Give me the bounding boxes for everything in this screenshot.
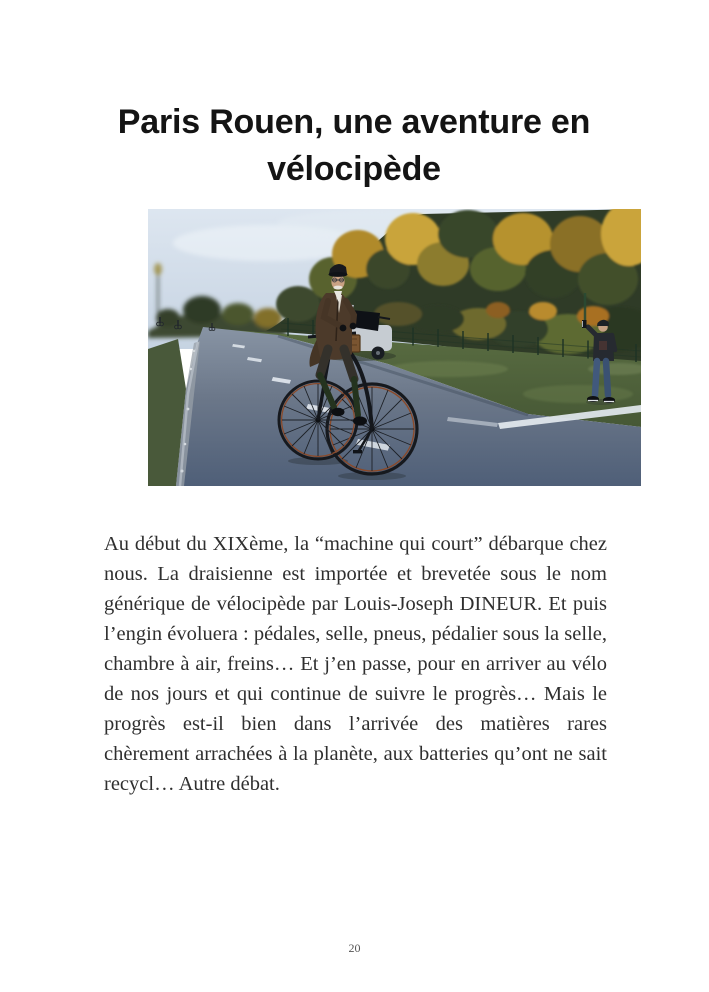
- velocipede-photo: [148, 209, 641, 486]
- page-number: 20: [348, 941, 361, 955]
- article-paragraph: Au début du XIXème, la “machine qui court” débarque chez nous. La draisienne est importée et brevetée sous le nom générique de vélocipède par Louis-Joseph DINEUR. Et puis l’engin évoluera : pédales, selle, pneus, pédalier sous la selle, chambre à air, freins… Et j’en passe, pour en arriver au vélo de nos jours et qui continue de suivre le progrès… Mais le progrès est-il bien dans l’arrivée des matières rares chèrement arrachées à la planète, aux batteries qu’ont ne sait recycl… Autre débat.: [104, 532, 607, 795]
- velocipede-photo-illustration: [148, 209, 641, 486]
- page-title: Paris Rouen, une aventure en vélocipède: [117, 102, 591, 188]
